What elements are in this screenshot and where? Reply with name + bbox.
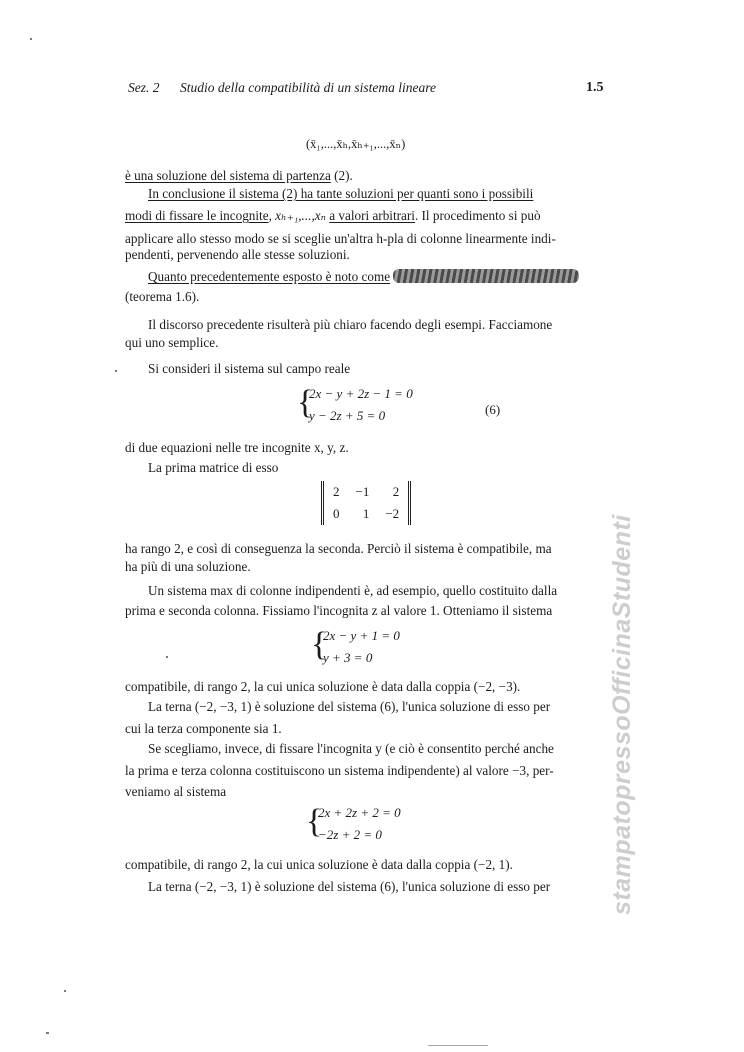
highlighter-scribble xyxy=(393,269,579,283)
matrix-cell: 0 xyxy=(333,506,340,521)
matrix-cell: −1 xyxy=(355,484,370,499)
scan-speck xyxy=(46,1032,49,1034)
text-fragment: (2). xyxy=(330,168,353,183)
paragraph-choose-line1: Se scegliamo, invece, di fissare l'incognita y (e ciò è consentito perché anche xyxy=(148,741,554,756)
paragraph-solution-pair-1: compatibile, di rango 2, la cui unica soluzione è data dalla coppia (−2, −3). xyxy=(125,679,521,694)
paragraph-solution-pair-2: compatibile, di rango 2, la cui unica soluzione è data dalla coppia (−2, 1). xyxy=(125,857,513,872)
paragraph-triple-again: La terna (−2, −3, 1) è soluzione del sistema (6), l'unica soluzione di esso per xyxy=(148,879,551,894)
paragraph-conclusion-line1 xyxy=(148,183,533,206)
equation-tag: (6) xyxy=(485,402,501,417)
paragraph-conclusion-line2 xyxy=(125,205,541,228)
paragraph-first-matrix: La prima matrice di esso xyxy=(148,460,279,475)
system-brace: { xyxy=(306,803,323,840)
section-label: Sez. 2 xyxy=(128,80,160,95)
paragraph-example-line1: Il discorso precedente risulterà più chiaro facendo degli esempi. Facciamone xyxy=(148,317,553,332)
paragraph-triple-line2: cui la terza componente sia 1. xyxy=(125,721,282,736)
page-number: 1.5 xyxy=(586,80,604,95)
systemB-row1: 2x + 2z + 2 = 0 xyxy=(318,805,401,820)
paragraph-choose-line3: veniamo al sistema xyxy=(125,784,227,799)
scan-speck xyxy=(428,1045,488,1046)
systemA-row1: 2x − y + 1 = 0 xyxy=(323,628,400,643)
systemB-row2: −2z + 2 = 0 xyxy=(318,827,382,842)
system6-row2: y − 2z + 5 = 0 xyxy=(309,408,386,423)
paragraph-theorem-line2: (teorema 1.6). xyxy=(125,289,200,304)
paragraph-conclusion-line3: applicare allo stesso modo se si sceglie un'altra h-pla di colonne linearmente indi- xyxy=(125,231,556,246)
matrix-cell: −2 xyxy=(385,506,400,521)
scan-speck xyxy=(30,38,32,40)
matrix-cell: 2 xyxy=(392,484,400,499)
underlined-phrase: a valori arbitrari xyxy=(329,208,415,223)
paragraph-rank-line2: ha più di una soluzione. xyxy=(125,559,251,574)
text-fragment: . Il procedimento si può xyxy=(414,208,541,223)
running-title: Studio della compatibilità di un sistema lineare xyxy=(180,80,436,95)
scan-speck xyxy=(115,370,117,372)
paragraph-consider: Si consideri il sistema sul campo reale xyxy=(148,361,351,376)
paragraph-unknowns: di due equazioni nelle tre incognite x, y, z. xyxy=(125,440,349,455)
paragraph-max-system-line1: Un sistema max di colonne indipendenti è, ad esempio, quello costituito dalla xyxy=(148,583,558,598)
underlined-phrase: Quanto precedentemente esposto è noto come xyxy=(148,269,391,284)
scan-speck xyxy=(64,990,66,992)
watermark: stampatopressoOfficinaStudenti xyxy=(608,514,636,915)
underlined-phrase: modi di fissare le incognite xyxy=(125,208,269,223)
system-brace: { xyxy=(311,626,328,663)
matrix xyxy=(321,481,411,525)
matrix-cell: 2 xyxy=(333,484,340,499)
paragraph-theorem-line1 xyxy=(148,266,579,289)
system6-row1: 2x − y + 2z − 1 = 0 xyxy=(309,386,413,401)
underlined-phrase: è una soluzione del sistema di partenza xyxy=(125,168,331,183)
matrix-cell: 1 xyxy=(362,506,370,521)
underlined-phrase: In conclusione il sistema (2) ha tante soluzioni per quanti sono i possibili xyxy=(148,186,534,201)
system-brace: { xyxy=(297,384,314,421)
paragraph-choose-line2: la prima e terza colonna costituiscono un sistema indipendente) al valore −3, per- xyxy=(125,763,554,778)
systemA-row2: y + 3 = 0 xyxy=(323,650,373,665)
paragraph-conclusion-line4: pendenti, pervenendo alle stesse soluzioni. xyxy=(125,247,350,262)
paragraph-max-system-line2: prima e seconda colonna. Fissiamo l'incognita z al valore 1. Otteniamo il sistema xyxy=(125,603,553,618)
paragraph-triple-line1: La terna (−2, −3, 1) è soluzione del sistema (6), l'unica soluzione di esso per xyxy=(148,699,551,714)
paragraph-example-line2: qui uno semplice. xyxy=(125,335,219,350)
paragraph-rank-line1: ha rango 2, e così di conseguenza la seconda. Perciò il sistema è compatibile, ma xyxy=(125,541,552,556)
math-fragment: , xₕ₊₁,...,xₙ xyxy=(268,208,330,223)
scan-speck xyxy=(166,656,168,658)
tuple-formula: (x̄₁,...,x̄ₕ,x̄ₕ₊₁,...,x̄ₙ) xyxy=(306,137,406,151)
